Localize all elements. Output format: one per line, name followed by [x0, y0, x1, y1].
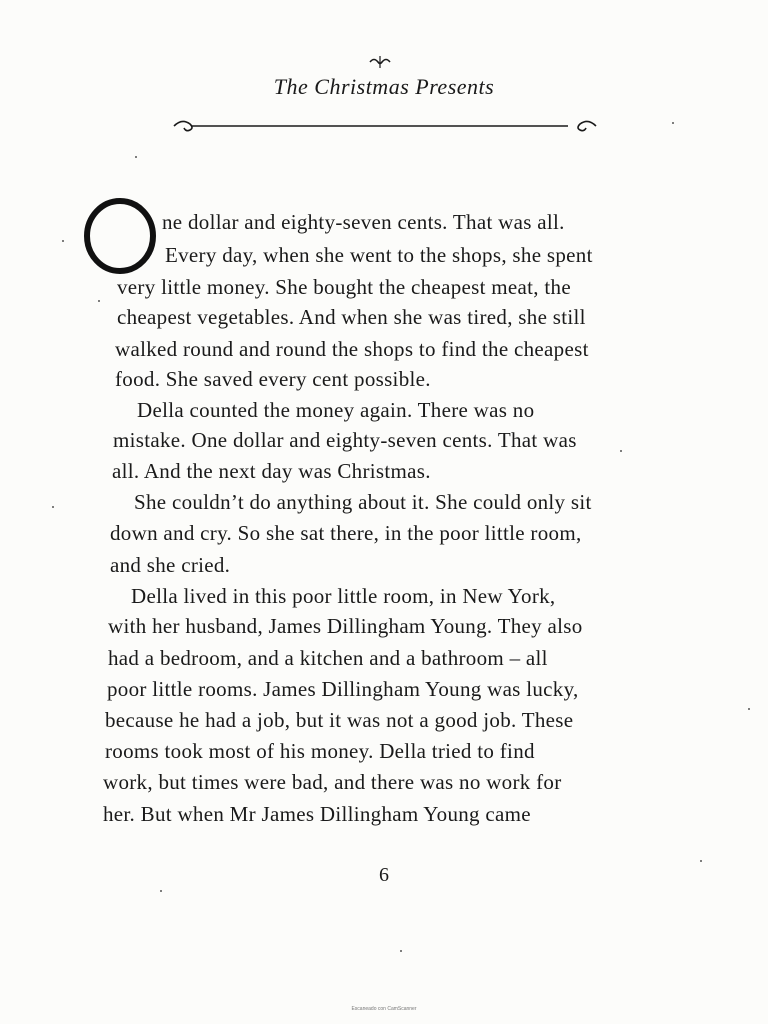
text-line: Della counted the money again. There was no [137, 398, 535, 422]
text-line: mistake. One dollar and eighty-seven cents. That was [113, 428, 577, 452]
page-number: 6 [379, 864, 389, 886]
text-line: and she cried. [110, 553, 231, 577]
scan-speck [400, 950, 402, 952]
scan-speck [620, 450, 622, 452]
text-line: Every day, when she went to the shops, she spent [165, 243, 593, 267]
scan-speck [160, 890, 162, 892]
text-line: Della lived in this poor little room, in New York, [131, 584, 556, 608]
text-line: poor little rooms. James Dillingham Young was lucky, [107, 677, 579, 701]
scan-speck [62, 240, 64, 242]
text-line: She couldn’t do anything about it. She could only sit [134, 490, 592, 514]
text-line: rooms took most of his money. Della tried to find [105, 739, 535, 763]
text-line: food. She saved every cent possible. [115, 367, 431, 391]
scan-speck [98, 300, 100, 302]
drop-cap-o-icon [80, 196, 160, 276]
title-rule-icon [170, 114, 600, 138]
scanner-footer: Escaneado con CamScanner [351, 1006, 417, 1012]
scan-speck [672, 122, 674, 124]
scan-speck [748, 708, 750, 710]
chapter-title: The Christmas Presents [273, 74, 495, 99]
title-ornament-icon [368, 54, 392, 70]
text-line: with her husband, James Dillingham Young. They also [108, 614, 583, 638]
text-line: down and cry. So she sat there, in the poor little room, [110, 521, 582, 545]
text-line: because he had a job, but it was not a good job. These [105, 708, 574, 732]
text-line: all. And the next day was Christmas. [112, 459, 431, 483]
text-line: had a bedroom, and a kitchen and a bathroom – all [108, 646, 548, 670]
text-line: cheapest vegetables. And when she was tired, she still [117, 305, 586, 329]
text-line: her. But when Mr James Dillingham Young came [103, 802, 531, 826]
text-line: walked round and round the shops to find the cheapest [115, 337, 589, 361]
text-line: work, but times were bad, and there was no work for [103, 770, 562, 794]
scan-speck [135, 156, 137, 158]
text-line: very little money. She bought the cheapest meat, the [117, 275, 571, 299]
text-line: ne dollar and eighty-seven cents. That was all. [162, 210, 565, 234]
scan-speck [52, 506, 54, 508]
scan-speck [700, 860, 702, 862]
